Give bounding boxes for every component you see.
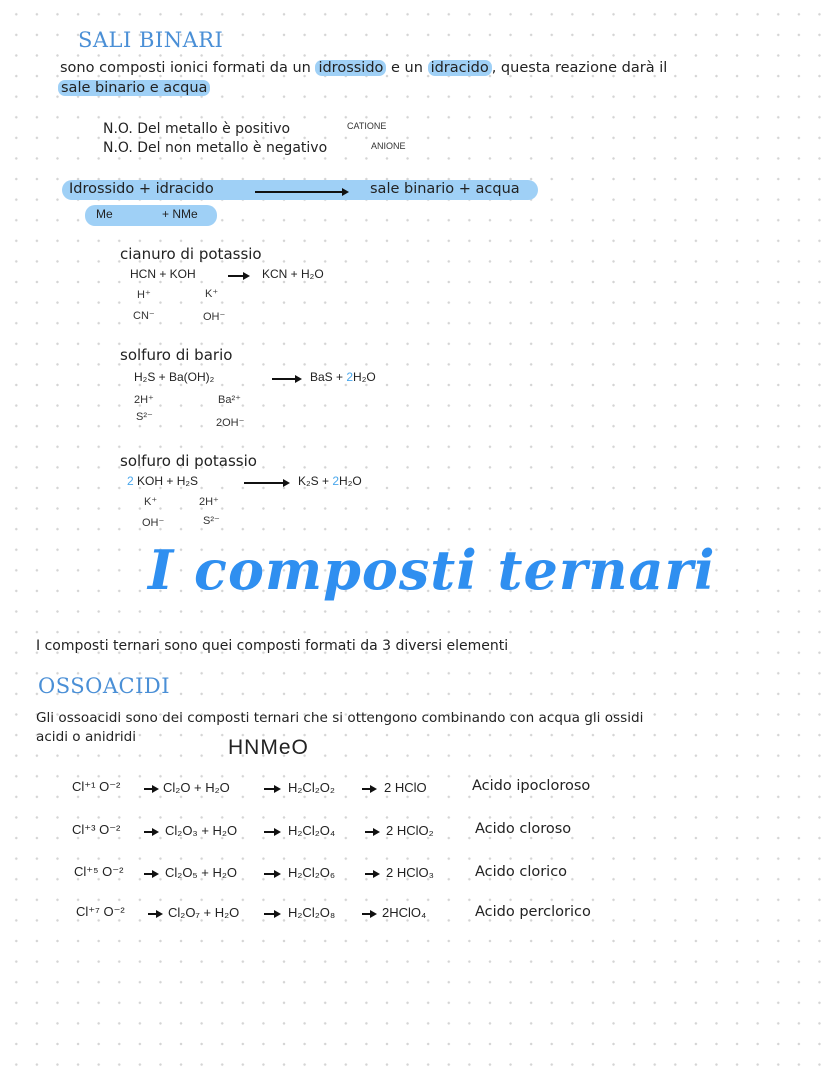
example2-eq-right [310, 370, 376, 384]
example1-eq-right: KCN + H₂O [262, 267, 324, 281]
reaction-arrow [144, 873, 157, 875]
ion-s-2minus: S²⁻ [136, 411, 153, 423]
section-title-sali-binari: SALI BINARI [78, 28, 224, 52]
me-label: Me [96, 207, 113, 221]
oxo-row-3-acid: H₂Cl₂O₆ [288, 865, 336, 880]
oxo-row-2-product: 2 HClO₂ [386, 823, 434, 838]
reaction-arrow [264, 788, 279, 790]
ossoacidi-intro-line1: Gli ossoacidi sono dei composti ternari che si ottengono combinando con acqua gli ossidi [36, 710, 644, 726]
example-title-cianuro: cianuro di potassio [120, 245, 262, 263]
highlight-idrossido: idrossido [315, 60, 386, 76]
ion-k-plus: K⁺ [144, 496, 158, 508]
reaction-arrow [255, 191, 347, 193]
oxo-row-3-oxide: Cl₂O₅ + H₂O [165, 865, 238, 880]
tag-anione: ANIONE [371, 141, 406, 151]
reaction-arrow [264, 913, 279, 915]
tag-catione: CATIONE [347, 121, 387, 131]
ion-ba-2plus: Ba²⁺ [218, 394, 241, 406]
general-eq-left: Idrossido + idracido [69, 181, 214, 197]
highlight-idracido: idracido [428, 60, 492, 76]
oxo-row-4-acid: H₂Cl₂O₈ [288, 905, 336, 920]
oxo-row-2-name: Acido cloroso [475, 821, 572, 837]
reaction-arrow [264, 831, 279, 833]
coefficient-blue: 2 [332, 474, 340, 488]
reaction-arrow [144, 831, 157, 833]
oxo-row-1-acid: H₂Cl₂O₂ [288, 780, 335, 795]
ion-h-plus: H⁺ [137, 289, 151, 301]
oxo-row-2-ion: Cl⁺³ O⁻² [72, 822, 121, 837]
oxo-row-2-oxide: Cl₂O₃ + H₂O [165, 823, 238, 838]
reaction-arrow [365, 873, 378, 875]
eq-text: K₂S + [298, 474, 333, 488]
no-non-metallo: N.O. Del non metallo è negativo [103, 140, 328, 156]
oxo-row-1-product: 2 HClO [384, 780, 427, 795]
example-title-solfuro-bario: solfuro di bario [120, 346, 233, 364]
reaction-arrow [365, 831, 378, 833]
ion-s-2minus: S²⁻ [203, 515, 220, 527]
reaction-arrow [362, 788, 375, 790]
sali-intro-line1 [60, 60, 667, 76]
reaction-arrow [362, 913, 375, 915]
coefficient-blue: 2 [346, 370, 354, 384]
reaction-arrow [272, 378, 300, 380]
oxo-row-3-product: 2 HClO₃ [386, 865, 434, 880]
intro-text: , questa reazione darà il [491, 60, 668, 76]
oxo-row-3-name: Acido clorico [475, 864, 568, 880]
ion-2h-plus: 2H⁺ [134, 394, 154, 406]
eq-text: BaS + [310, 370, 347, 384]
example2-eq-left: H₂S + Ba(OH)₂ [134, 370, 215, 384]
ion-2oh-minus: 2OH⁻ [216, 417, 245, 429]
eq-text: H₂O [353, 370, 376, 384]
sali-intro-line2 [58, 80, 210, 96]
reaction-arrow [228, 275, 248, 277]
ossoacidi-intro-line2: acidi o anidridi [36, 729, 137, 745]
reaction-arrow [144, 788, 157, 790]
general-eq-right: sale binario + acqua [370, 181, 520, 197]
oxo-row-1-oxide: Cl₂O + H₂O [163, 780, 230, 795]
no-metallo: N.O. Del metallo è positivo [103, 121, 291, 137]
reaction-arrow [148, 913, 161, 915]
ion-k-plus: K⁺ [205, 288, 219, 300]
ion-cn-minus: CN⁻ [133, 310, 155, 322]
oxo-row-4-name: Acido perclorico [475, 904, 591, 920]
section-title-ossoacidi: OSSOACIDI [38, 674, 170, 698]
highlight-sale-binario: sale binario e acqua [58, 80, 210, 96]
nme-label: + NMe [162, 207, 198, 221]
ion-oh-minus: OH⁻ [203, 311, 226, 323]
oxo-row-1-name: Acido ipocloroso [472, 778, 591, 794]
eq-text: KOH + H₂S [133, 474, 199, 488]
oxo-row-4-ion: Cl⁺⁷ O⁻² [76, 904, 125, 919]
eq-text: H₂O [339, 474, 362, 488]
section-title-composti-ternari: I composti ternari [148, 538, 716, 602]
oxo-row-4-product: 2HClO₄ [382, 905, 427, 920]
reaction-arrow [244, 482, 288, 484]
coefficient-blue: 2 [127, 474, 134, 488]
reaction-arrow [264, 873, 279, 875]
general-formula: HNMeO [228, 736, 309, 759]
oxo-row-1-ion: Cl⁺¹ O⁻² [72, 779, 121, 794]
example1-eq-left: HCN + KOH [130, 267, 196, 281]
oxo-row-3-ion: Cl⁺⁵ O⁻² [74, 864, 124, 879]
ion-oh-minus: OH⁻ [142, 517, 165, 529]
example3-eq-right [298, 474, 362, 488]
example3-eq-left [127, 474, 198, 488]
example-title-solfuro-potassio: solfuro di potassio [120, 452, 257, 470]
ternari-definition: I composti ternari sono quei composti formati da 3 diversi elementi [36, 638, 509, 654]
oxo-row-2-acid: H₂Cl₂O₄ [288, 823, 336, 838]
intro-text: e un [386, 60, 428, 76]
intro-text: sono composti ionici formati da un [60, 60, 316, 76]
oxo-row-4-oxide: Cl₂O₇ + H₂O [168, 905, 240, 920]
ion-2h-plus: 2H⁺ [199, 496, 219, 508]
